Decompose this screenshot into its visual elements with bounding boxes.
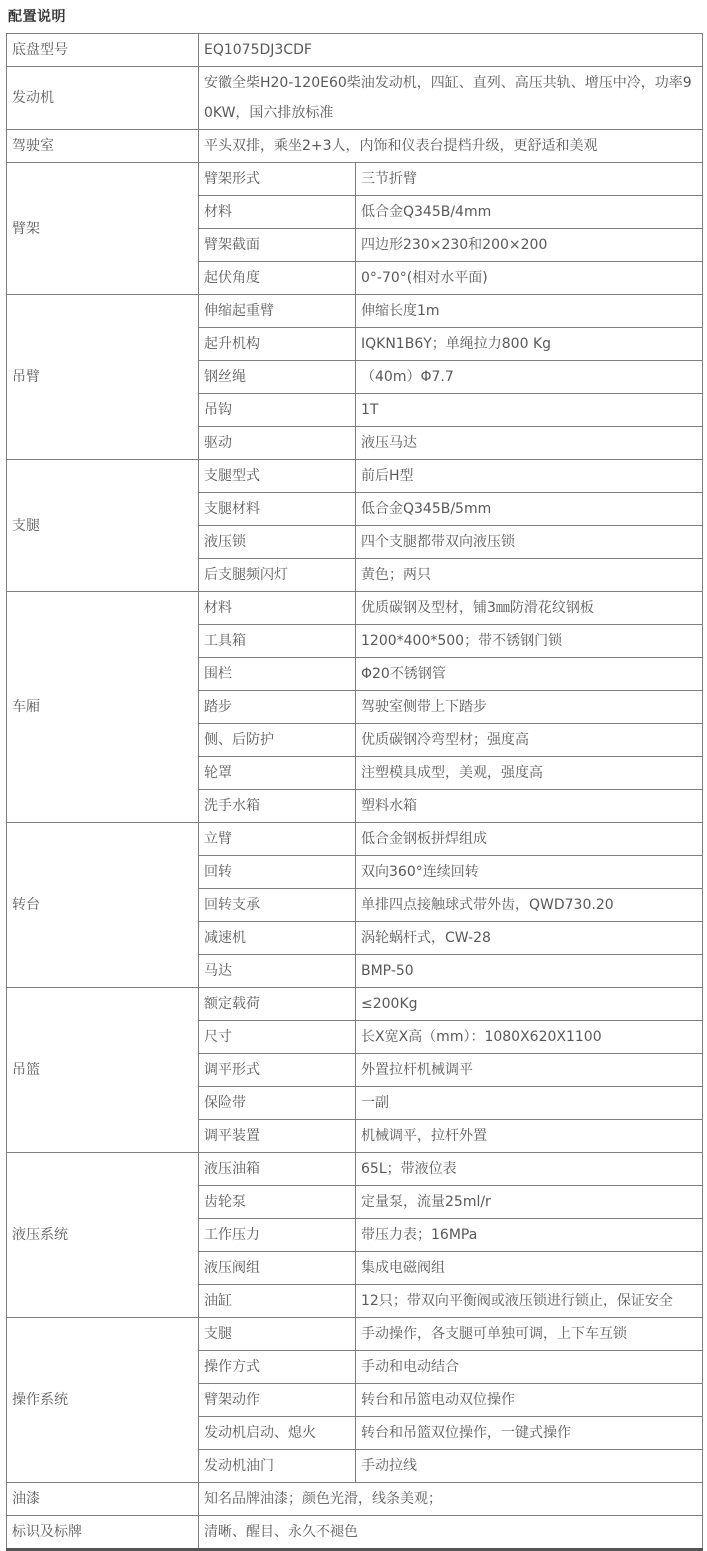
value-cell: 伸缩长度1m [356, 295, 703, 328]
category-cell: 支腿 [7, 460, 199, 592]
param-cell: 发动机油门 [199, 1450, 356, 1483]
page-title: 配置说明 [8, 9, 66, 25]
param-cell: 保险带 [199, 1087, 356, 1120]
param-cell: 臂架形式 [199, 163, 356, 196]
param-cell: 支腿材料 [199, 493, 356, 526]
param-cell: 臂架截面 [199, 229, 356, 262]
category-cell: 底盘型号 [7, 34, 199, 67]
value-cell: 一副 [356, 1087, 703, 1120]
param-cell: 臂架动作 [199, 1384, 356, 1417]
param-cell: 调平形式 [199, 1054, 356, 1087]
value-cell: 转台和吊篮双位操作，一键式操作 [356, 1417, 703, 1450]
value-cell: 带压力表；16MPa [356, 1219, 703, 1252]
value-cell: 65L；带液位表 [356, 1153, 703, 1186]
value-cell: 注塑模具成型，美观，强度高 [356, 757, 703, 790]
value-cell: 0°-70°(相对水平面) [356, 262, 703, 295]
spec-table-body [7, 34, 703, 1550]
table-row [7, 163, 703, 196]
value-cell: 低合金Q345B/5mm [356, 493, 703, 526]
category-cell: 转台 [7, 823, 199, 988]
param-cell: 回转支承 [199, 889, 356, 922]
value-cell: 机械调平，拉杆外置 [356, 1120, 703, 1153]
value-cell: BMP-50 [356, 955, 703, 988]
table-row [7, 1153, 703, 1186]
param-cell: 后支腿频闪灯 [199, 559, 356, 592]
value-cell: ≤200Kg [356, 988, 703, 1021]
param-cell: 驱动 [199, 427, 356, 460]
value-cell: 1T [356, 394, 703, 427]
table-row [7, 988, 703, 1021]
param-cell: 材料 [199, 592, 356, 625]
category-cell: 液压系统 [7, 1153, 199, 1318]
value-cell: 平头双排，乘坐2+3人，内饰和仪表台提档升级，更舒适和美观 [199, 130, 703, 163]
value-cell: 单排四点接触球式带外齿，QWD730.20 [356, 889, 703, 922]
value-cell: 低合金Q345B/4mm [356, 196, 703, 229]
value-cell: 集成电磁阀组 [356, 1252, 703, 1285]
param-cell: 发动机启动、熄火 [199, 1417, 356, 1450]
category-cell: 驾驶室 [7, 130, 199, 163]
table-row [7, 295, 703, 328]
param-cell: 工作压力 [199, 1219, 356, 1252]
param-cell: 液压油箱 [199, 1153, 356, 1186]
param-cell: 支腿型式 [199, 460, 356, 493]
value-cell: IQKN1B6Y；单绳拉力800 Kg [356, 328, 703, 361]
category-cell: 吊臂 [7, 295, 199, 460]
table-row [7, 34, 703, 67]
param-cell: 轮罩 [199, 757, 356, 790]
category-cell: 标识及标牌 [7, 1516, 199, 1550]
value-cell: 清晰、醒目、永久不褪色 [199, 1516, 703, 1550]
param-cell: 尺寸 [199, 1021, 356, 1054]
table-row [7, 592, 703, 625]
value-cell: 安徽全柴H20-120E60柴油发动机，四缸、直列、高压共轨、增压中冷，功率90KW，国六排放标准 [199, 67, 703, 130]
category-cell: 吊篮 [7, 988, 199, 1153]
table-row [7, 823, 703, 856]
value-cell: 知名品牌油漆；颜色光滑，线条美观； [199, 1483, 703, 1516]
param-cell: 洗手水箱 [199, 790, 356, 823]
table-row [7, 67, 703, 130]
param-cell: 吊钩 [199, 394, 356, 427]
value-cell: 三节折臂 [356, 163, 703, 196]
param-cell: 液压阀组 [199, 1252, 356, 1285]
table-row [7, 460, 703, 493]
table-row [7, 1516, 703, 1550]
value-cell: 12只；带双向平衡阀或液压锁进行锁止，保证安全 [356, 1285, 703, 1318]
value-cell: 四边形230×230和200×200 [356, 229, 703, 262]
param-cell: 材料 [199, 196, 356, 229]
spec-table [6, 33, 703, 1551]
category-cell: 操作系统 [7, 1318, 199, 1483]
param-cell: 调平装置 [199, 1120, 356, 1153]
param-cell: 回转 [199, 856, 356, 889]
value-cell: Φ20不锈钢管 [356, 658, 703, 691]
value-cell: 四个支腿都带双向液压锁 [356, 526, 703, 559]
param-cell: 踏步 [199, 691, 356, 724]
value-cell: 涡轮蜗杆式，CW-28 [356, 922, 703, 955]
param-cell: 齿轮泵 [199, 1186, 356, 1219]
value-cell: 外置拉杆机械调平 [356, 1054, 703, 1087]
param-cell: 液压锁 [199, 526, 356, 559]
category-cell: 发动机 [7, 67, 199, 130]
table-row [7, 130, 703, 163]
param-cell: 马达 [199, 955, 356, 988]
value-cell: 前后H型 [356, 460, 703, 493]
value-cell: 驾驶室侧带上下踏步 [356, 691, 703, 724]
value-cell: 黄色；两只 [356, 559, 703, 592]
param-cell: 工具箱 [199, 625, 356, 658]
value-cell: 长X宽X高（mm）：1080X620X1100 [356, 1021, 703, 1054]
value-cell: 手动拉线 [356, 1450, 703, 1483]
category-cell: 车厢 [7, 592, 199, 823]
value-cell: 塑料水箱 [356, 790, 703, 823]
value-cell: 双向360°连续回转 [356, 856, 703, 889]
value-cell: 转台和吊篮电动双位操作 [356, 1384, 703, 1417]
value-cell: 优质碳钢冷弯型材；强度高 [356, 724, 703, 757]
category-cell: 油漆 [7, 1483, 199, 1516]
param-cell: 操作方式 [199, 1351, 356, 1384]
value-cell: 手动操作，各支腿可单独可调，上下车互锁 [356, 1318, 703, 1351]
value-cell: 1200*400*500；带不锈钢门锁 [356, 625, 703, 658]
param-cell: 伸缩起重臂 [199, 295, 356, 328]
param-cell: 起升机构 [199, 328, 356, 361]
value-cell: 手动和电动结合 [356, 1351, 703, 1384]
param-cell: 立臂 [199, 823, 356, 856]
value-cell: （40m）Φ7.7 [356, 361, 703, 394]
param-cell: 支腿 [199, 1318, 356, 1351]
param-cell: 钢丝绳 [199, 361, 356, 394]
value-cell: 定量泵，流量25ml/r [356, 1186, 703, 1219]
value-cell: 优质碳钢及型材，铺3㎜防滑花纹钢板 [356, 592, 703, 625]
param-cell: 额定载荷 [199, 988, 356, 1021]
value-cell: EQ1075DJ3CDF [199, 34, 703, 67]
value-cell: 低合金钢板拼焊组成 [356, 823, 703, 856]
param-cell: 围栏 [199, 658, 356, 691]
param-cell: 油缸 [199, 1285, 356, 1318]
category-cell: 臂架 [7, 163, 199, 295]
table-row [7, 1318, 703, 1351]
param-cell: 侧、后防护 [199, 724, 356, 757]
table-row [7, 1483, 703, 1516]
param-cell: 起伏角度 [199, 262, 356, 295]
value-cell: 液压马达 [356, 427, 703, 460]
param-cell: 减速机 [199, 922, 356, 955]
